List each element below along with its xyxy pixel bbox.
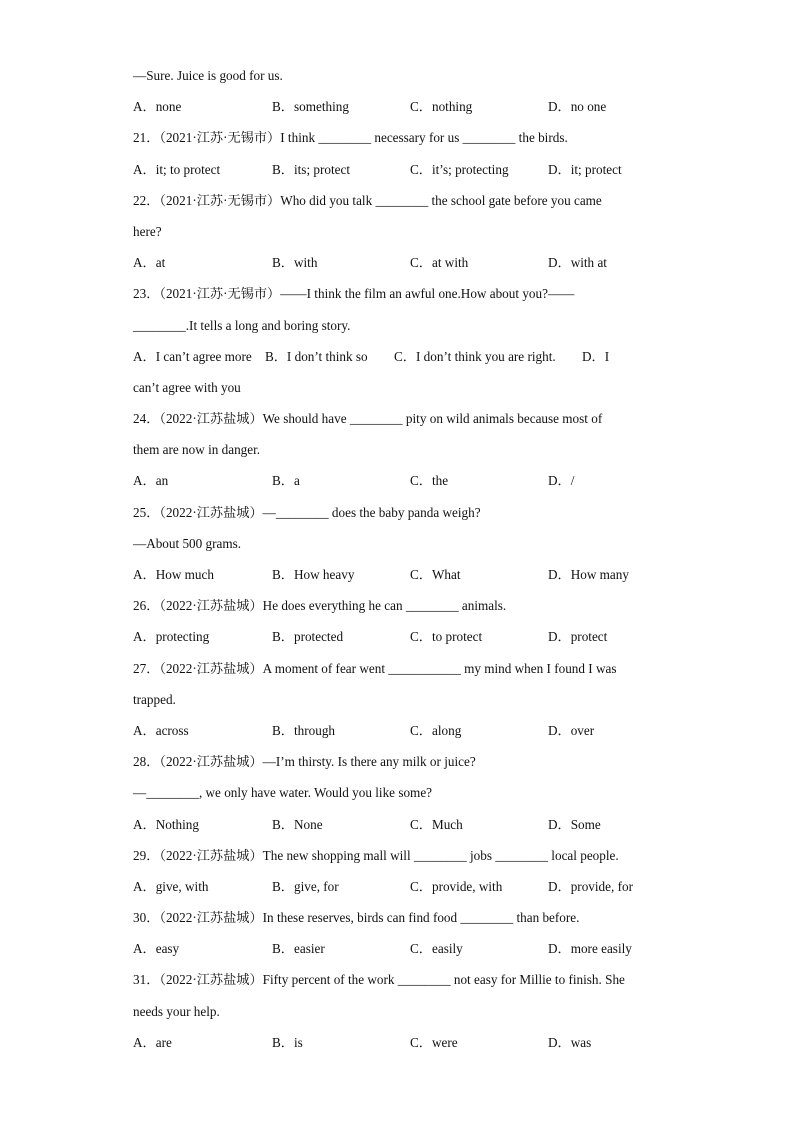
option-b: B．is <box>272 1034 303 1050</box>
option-c: C．were <box>410 1034 458 1050</box>
question-25: 25．（2022·江苏盐城）—________ does the baby panda weigh? <box>133 504 481 520</box>
options-row <box>133 715 673 746</box>
question-23: 23．（2021·江苏·无锡市）——I think the film an awful one.How about you?—— <box>133 286 575 302</box>
option-d: D．it; protect <box>548 161 622 177</box>
option-c: C．Much <box>410 816 463 832</box>
option-d: D．How many <box>548 567 629 582</box>
options-line: A．I can’t agree more B．I don’t think so C．I don’t think you are right. D．I <box>133 348 610 364</box>
question-30: 30．（2022·江苏盐城）In these reserves, birds can find food ________ than before. <box>133 910 580 926</box>
option-a: A．give, with <box>133 878 209 894</box>
document-page <box>133 60 673 1058</box>
option-a: A．are <box>133 1034 172 1050</box>
option-b: B．something <box>272 99 349 115</box>
question-31: 31．（2022·江苏盐城）Fifty percent of the work ________ not easy for Millie to finish. She <box>133 972 625 988</box>
option-a: A．at <box>133 255 166 271</box>
question-22: 22．（2021·江苏·无锡市）Who did you talk ________ the school gate before you came <box>133 192 602 208</box>
option-d: D．no one <box>548 99 607 115</box>
text-line: can’t agree with you <box>133 379 241 395</box>
options-row <box>133 809 673 840</box>
options-row <box>133 559 673 590</box>
option-b: B．easier <box>272 941 325 957</box>
option-b: B．None <box>272 816 323 832</box>
option-c: C．along <box>410 722 462 738</box>
option-a: A．it; to protect <box>133 161 221 177</box>
options-row <box>133 871 673 902</box>
options-row <box>133 933 673 964</box>
option-b: B．protected <box>272 629 344 645</box>
option-a: A．none <box>133 99 182 115</box>
option-d: D．over <box>548 722 595 738</box>
option-a: A．How much <box>133 567 214 582</box>
options-row <box>133 621 673 652</box>
option-c: C．it’s; protecting <box>410 161 509 177</box>
question-29: 29．（2022·江苏盐城）The new shopping mall will ________ jobs ________ local people. <box>133 847 619 863</box>
option-c: C．the <box>410 473 449 489</box>
option-d: D．with at <box>548 255 607 271</box>
text-line: ________.It tells a long and boring story. <box>133 317 351 333</box>
option-b: B．How heavy <box>272 567 355 582</box>
option-b: B．a <box>272 473 300 489</box>
option-c: C．provide, with <box>410 878 503 894</box>
options-row <box>133 247 673 278</box>
option-d: D．provide, for <box>548 878 633 894</box>
option-c: C．to protect <box>410 629 483 645</box>
text-line: them are now in danger. <box>133 442 261 458</box>
option-d: D．protect <box>548 629 608 645</box>
option-c: C．easily <box>410 941 463 957</box>
option-b: B．its; protect <box>272 161 351 177</box>
text-line: —About 500 grams. <box>133 535 242 551</box>
text-line: —________, we only have water. Would you like some? <box>133 785 433 801</box>
option-a: A．an <box>133 473 169 489</box>
question-26: 26．（2022·江苏盐城）He does everything he can ________ animals. <box>133 598 507 614</box>
option-a: A．Nothing <box>133 816 199 832</box>
question-28: 28．（2022·江苏盐城）—I’m thirsty. Is there any milk or juice? <box>133 754 476 770</box>
options-row <box>133 465 673 496</box>
question-24: 24．（2022·江苏盐城）We should have ________ pity on wild animals because most of <box>133 411 603 427</box>
option-d: D．was <box>548 1034 592 1050</box>
options-row <box>133 1027 673 1058</box>
option-d: D．Some <box>548 816 601 832</box>
option-d: D．/ <box>548 473 575 489</box>
question-21: 21．（2021·江苏·无锡市）I think ________ necessary for us ________ the birds. <box>133 130 568 146</box>
options-row <box>133 154 673 185</box>
option-c: C．What <box>410 567 461 582</box>
option-c: C．nothing <box>410 99 473 115</box>
option-b: B．with <box>272 255 318 271</box>
text-line: needs your help. <box>133 1003 220 1019</box>
option-a: A．across <box>133 722 189 738</box>
option-a: A．easy <box>133 941 180 957</box>
option-d: D．more easily <box>548 941 632 957</box>
option-b: B．through <box>272 722 336 738</box>
text-line: here? <box>133 223 162 239</box>
option-c: C．at with <box>410 255 469 271</box>
option-b: B．give, for <box>272 878 339 894</box>
question-27: 27．（2022·江苏盐城）A moment of fear went ___________ my mind when I found I was <box>133 660 617 676</box>
options-row <box>133 91 673 122</box>
option-a: A．protecting <box>133 629 210 645</box>
text-line: —Sure. Juice is good for us. <box>133 68 283 83</box>
text-line: trapped. <box>133 691 176 707</box>
